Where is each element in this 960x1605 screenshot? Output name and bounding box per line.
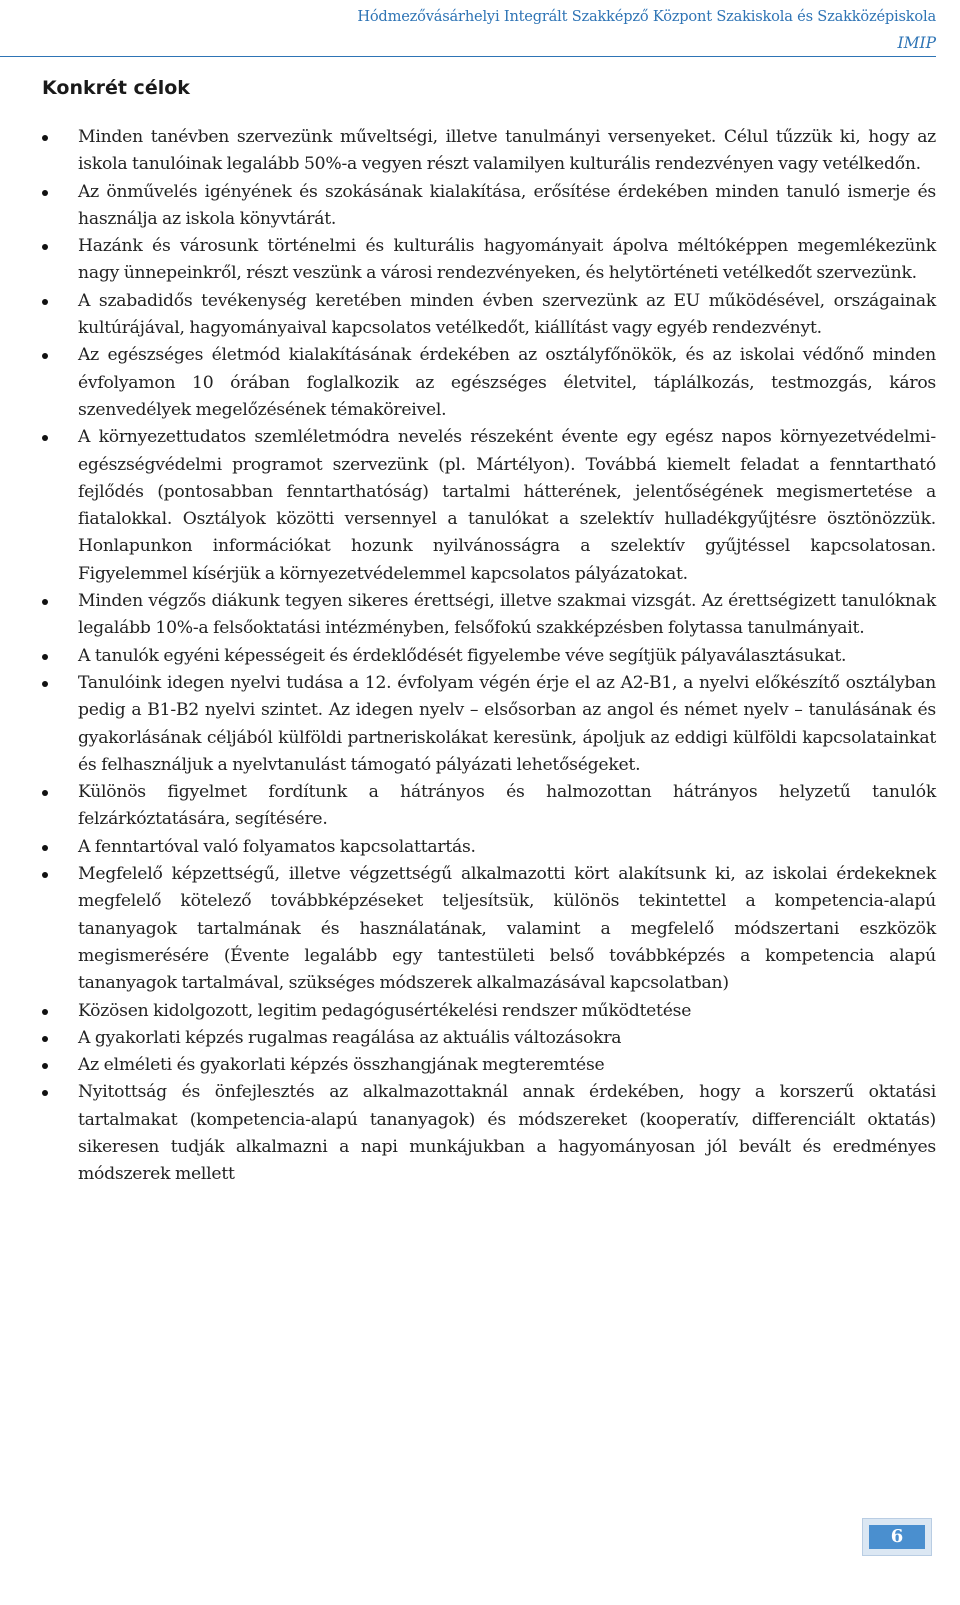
bullet-icon [42, 654, 48, 660]
bullet-icon [42, 353, 48, 359]
page-number-badge [862, 1518, 932, 1556]
list-item-text: Tanulóink idegen nyelvi tudása a 12. évfolyam végén érje el az A2-B1, a nyelvi előkészítő osztályban pedig a B1-B2 nyelvi szintet. Az idegen nyelv – elsősorban az angol és német nyelv – tanulásának és gyakorlásának céljából külföldi partneriskolákat keresünk, ápoljuk az eddigi külföldi kapcsolatainkat és felhasználjuk a nyelvtanulást támogató pályázati lehetőségeket. [78, 672, 936, 775]
list-item [42, 342, 936, 424]
list-item-text: Különös figyelmet fordítunk a hátrányos és halmozottan hátrányos helyzetű tanulók felzárkóztatására, segítésére. [78, 782, 936, 830]
list-item-text: Közösen kidolgozott, legitim pedagógusértékelési rendszer működtetése [78, 1000, 692, 1021]
list-item-text: A gyakorlati képzés rugalmas reagálása az aktuális változásokra [78, 1027, 622, 1048]
bullet-icon [42, 299, 48, 305]
bullet-icon [42, 1090, 48, 1096]
list-item-text: Hazánk és városunk történelmi és kulturális hagyományait ápolva méltóképpen megemlékezünk nagy ünnepeinkről, részt veszünk a városi rendezvényeken, és helytörténeti vetélkedőt szervezünk. [78, 236, 936, 284]
list-item-text: Nyitottság és önfejlesztés az alkalmazottaknál annak érdekében, hogy a korszerű oktatási tartalmakat (kompetencia-alapú tananyagok) és módszereket (kooperatív, differenciált oktatás) sikeresen tudják alkalmazni a napi munkájukban a hagyományosan jól bevált és eredményes módszerek mellett [78, 1082, 936, 1185]
list-item [42, 998, 936, 1025]
bullet-icon [42, 599, 48, 605]
bullet-icon [42, 1036, 48, 1042]
bullet-icon [42, 1063, 48, 1069]
bullet-icon [42, 1009, 48, 1015]
list-item-text: Az egészséges életmód kialakításának érdekében az osztályfőnökök, és az iskolai védőnő minden évfolyamon 10 órában foglalkozik az egészséges életvitel, táplálkozás, testmozgás, káros szenvedélyek megelőzésének témaköreivel. [78, 345, 936, 420]
bullet-icon [42, 190, 48, 196]
bullet-icon [42, 790, 48, 796]
page-header [60, 4, 936, 56]
bullet-icon [42, 845, 48, 851]
list-item-text: A tanulók egyéni képességeit és érdeklődését figyelembe véve segítjük pályaválasztásukat. [78, 645, 847, 666]
list-item-text: Az önművelés igényének és szokásának kialakítása, erősítése érdekében minden tanuló ismerje és használja az iskola könyvtárát. [78, 181, 936, 229]
list-item [42, 643, 936, 670]
list-item [42, 861, 936, 997]
list-item [42, 179, 936, 234]
list-item-text: A környezettudatos szemléletmódra nevelés részeként évente egy egész napos környezetvédelmi-egészségvédelmi programot szervezünk (pl. Mártélyon). Továbbá kiemelt feladat a fenntartható fejlődés (pontosabban fenntarthatóság) tartalmi hátterének, jelentőségének megismertetése a fiatalokkal. Osztályok közötti versennyel a tanulókat a szelektív hulladékgyűjtésre ösztönözzük. Honlapunkon információkat hozunk nyilvánosságra a szelektív gyűjtéssel kapcsolatosan. Figyelemmel kísérjük a környezetvédelemmel kapcsolatos pályázatokat. [78, 427, 936, 584]
header-abbreviation: IMIP [897, 34, 936, 52]
section-heading: Konkrét célok [42, 77, 190, 99]
list-item-text: Minden végzős diákunk tegyen sikeres érettségi, illetve szakmai vizsgát. Az érettségizett tanulóknak legalább 10%-a felsőoktatási intézményben, felsőfokú szakképzésben folytassa tanulmányait. [78, 591, 936, 639]
header-organization: Hódmezővásárhelyi Integrált Szakképző Központ Szakiskola és Szakközépiskola [357, 8, 936, 25]
list-item-text: A fenntartóval való folyamatos kapcsolattartás. [78, 836, 476, 857]
list-item [42, 424, 936, 588]
bullet-icon [42, 244, 48, 250]
list-item [42, 124, 936, 179]
list-item [42, 588, 936, 643]
bullet-icon [42, 435, 48, 441]
list-item [42, 670, 936, 779]
list-item [42, 834, 936, 861]
list-item-text: Az elméleti és gyakorlati képzés összhangjának megteremtése [78, 1055, 605, 1076]
header-divider [0, 56, 936, 57]
goals-list [42, 124, 936, 1189]
list-item [42, 1025, 936, 1052]
page-number: 6 [869, 1525, 925, 1549]
bullet-icon [42, 872, 48, 878]
list-item-text: Minden tanévben szervezünk műveltségi, illetve tanulmányi versenyeket. Célul tűzzük ki, hogy az iskola tanulóinak legalább 50%-a vegyen részt valamilyen kulturális rendezvényen vagy vetélkedőn. [78, 127, 936, 175]
list-item [42, 1052, 936, 1079]
list-item-text: A szabadidős tevékenység keretében minden évben szervezünk az EU működésével, országainak kultúrájával, hagyományaival kapcsolatos vetélkedőt, kiállítást vagy egyéb rendezvényt. [78, 290, 936, 339]
list-item [42, 233, 936, 288]
list-item-text: Megfelelő képzettségű, illetve végzettségű alkalmazotti kört alakítsunk ki, az iskolai érdekeknek megfelelő kötelező továbbképzéseket teljesítsük, különös tekintettel a kompetencia-alapú tananyagok tartalmának és használatának, valamint a megfelelő módszertani eszközök megismerésére (Évente legalább egy tantestületi belső továbbképzés a kompetencia alapú tananyagok tartalmával, szükséges módszerek alkalmazásával kapcsolatban) [78, 864, 936, 994]
list-item [42, 1079, 936, 1188]
list-item [42, 779, 936, 834]
bullet-icon [42, 681, 48, 687]
list-item [42, 288, 936, 343]
bullet-icon [42, 135, 48, 141]
